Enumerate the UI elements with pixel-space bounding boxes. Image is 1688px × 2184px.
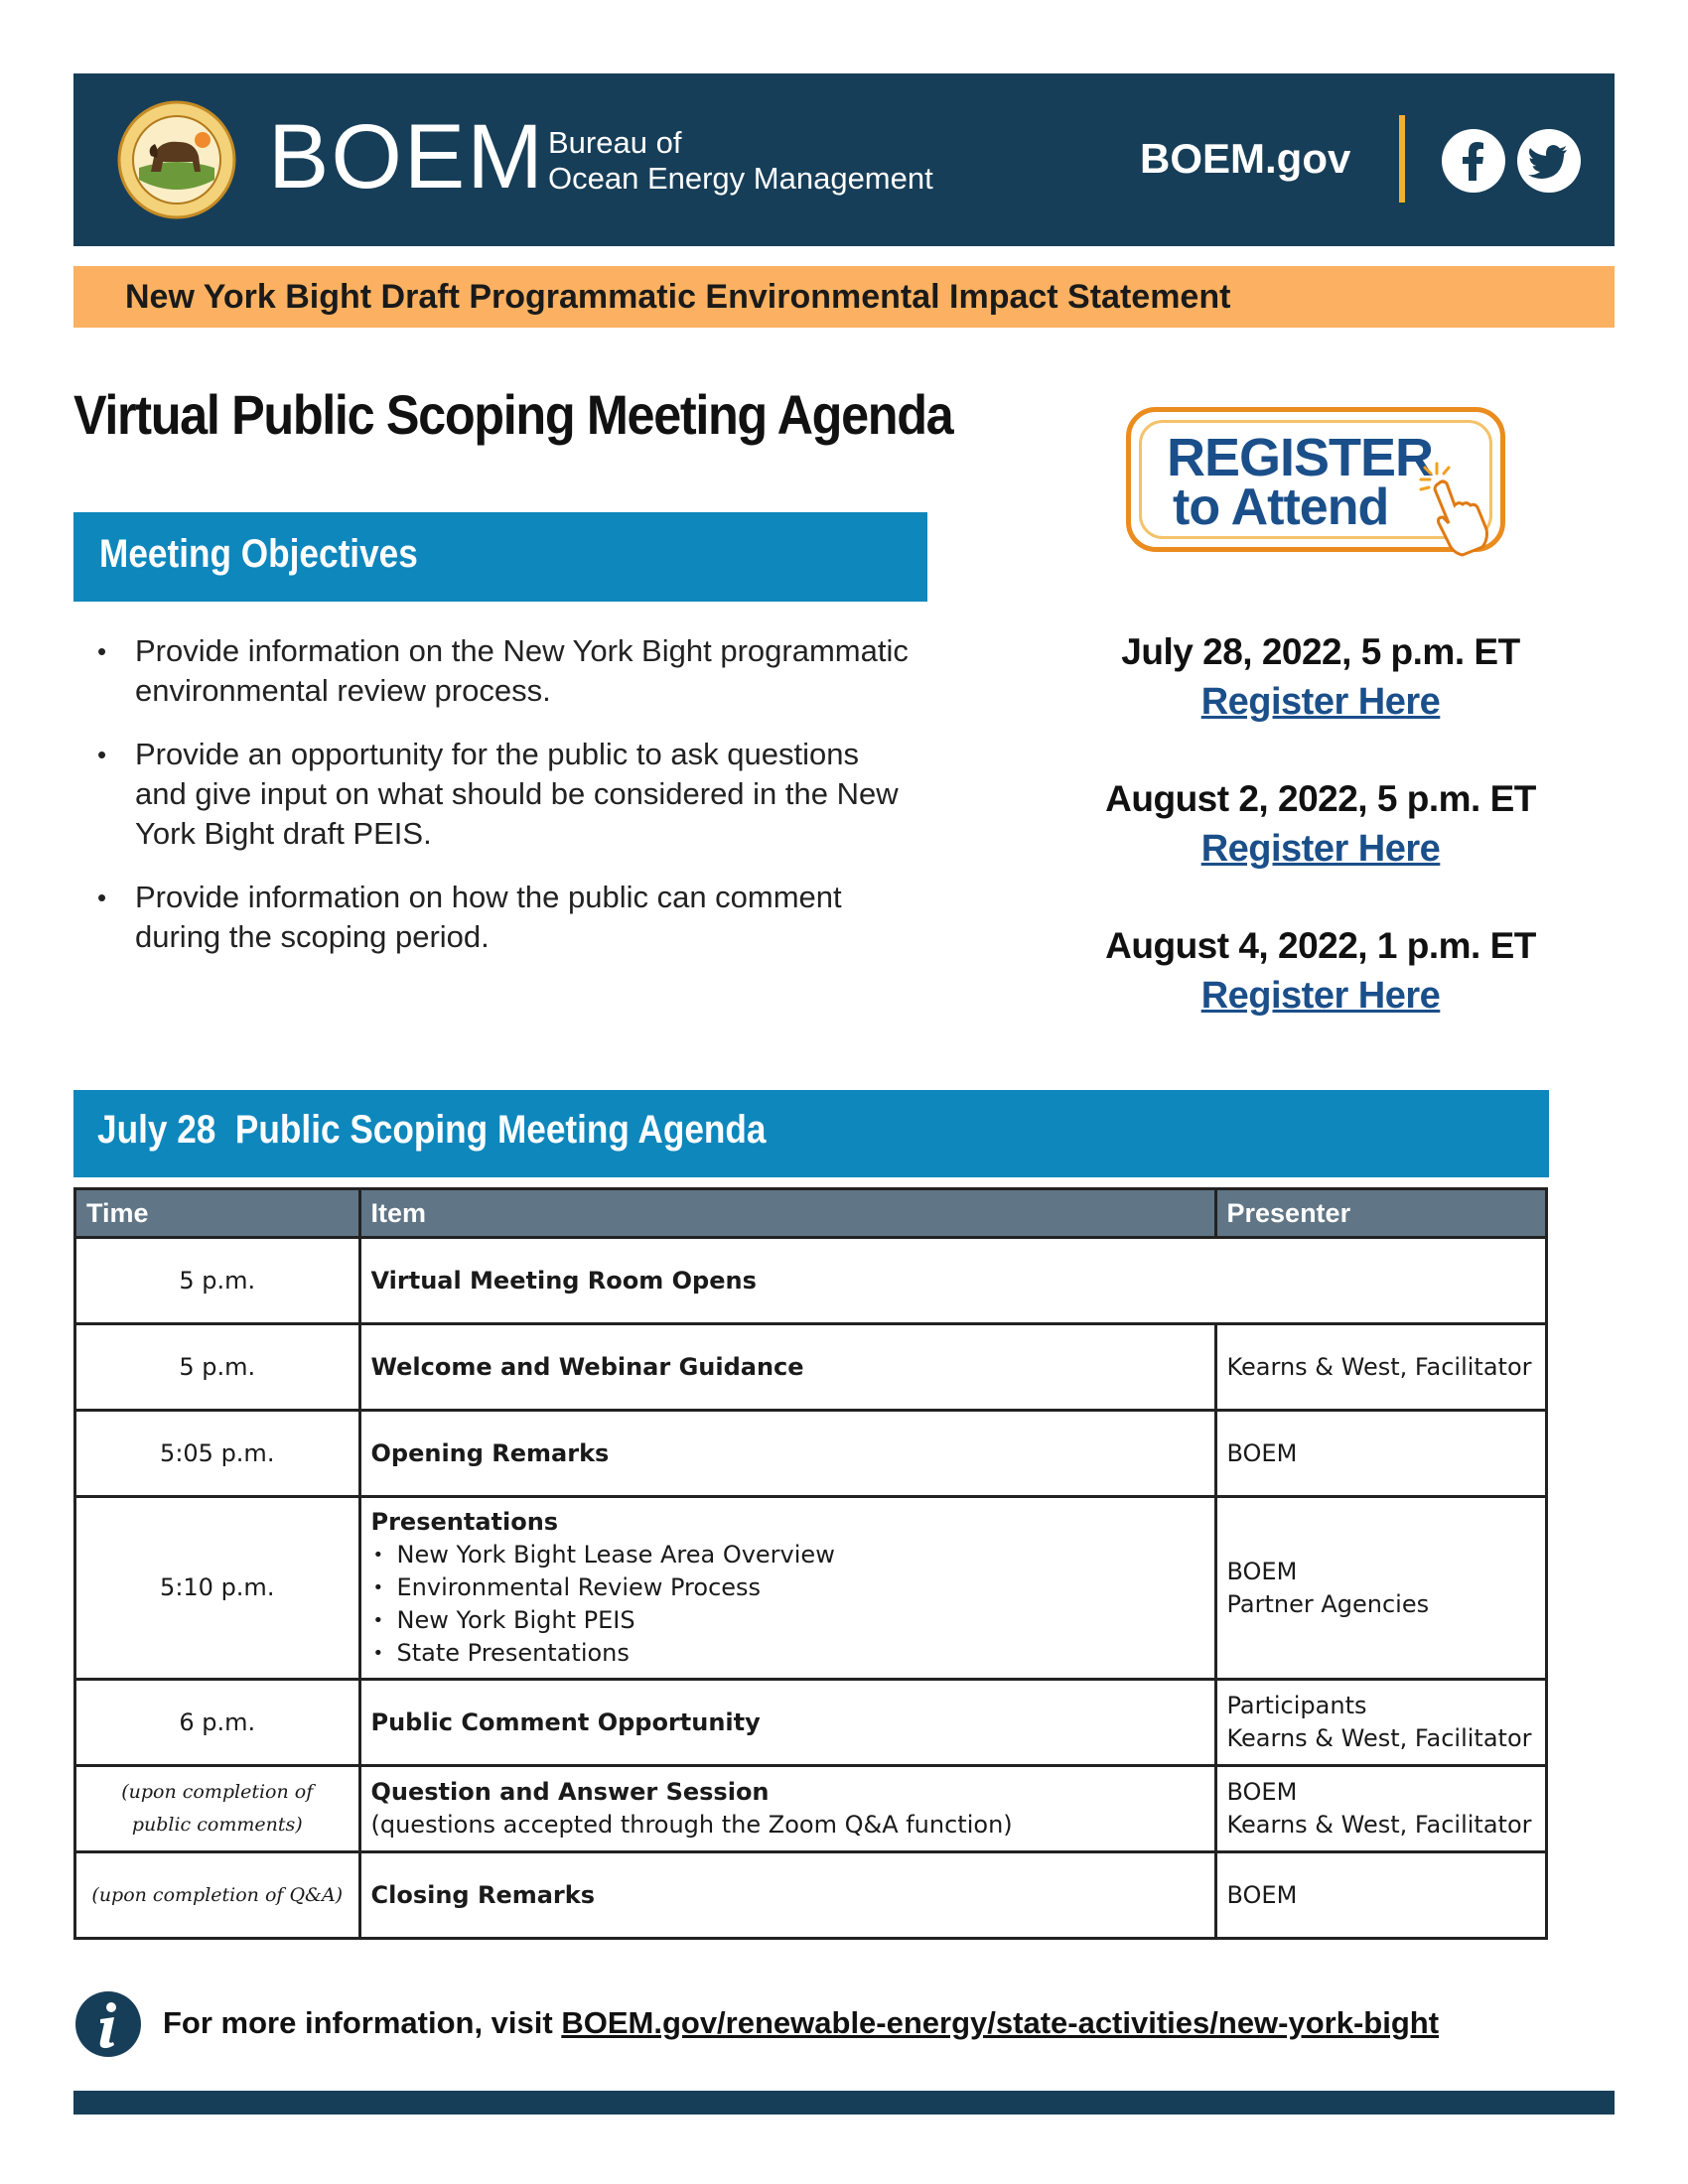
more-info-text: For more information, visit BOEM.gov/renewable-energy/state-activities/new-york-bight <box>163 2005 1440 2040</box>
objectives-heading: Meeting Objectives <box>73 512 927 602</box>
presenter-cell: Participants Kearns & West, Facilitator <box>1215 1680 1547 1766</box>
list-item: • State Presentations <box>371 1637 1204 1670</box>
register-here-link[interactable]: Register Here <box>1200 975 1441 1017</box>
banner-text: New York Bight Draft Programmatic Environmental Impact Statement <box>125 278 1231 316</box>
objective-item: • Provide an opportunity for the public to ask questions and give input on what should be considered in the New York Bight draft PEIS. <box>97 737 899 851</box>
session-2 <box>1082 778 1559 871</box>
register-to-attend-button[interactable] <box>1126 407 1505 552</box>
facebook-icon[interactable] <box>1442 129 1505 193</box>
objectives-list <box>95 631 910 981</box>
list-item: • New York Bight Lease Area Overview <box>371 1539 1204 1571</box>
register-here-link[interactable]: Register Here <box>1200 681 1441 723</box>
session-date: August 4, 2022, 1 p.m. ET <box>1105 925 1536 966</box>
session-date: August 2, 2022, 5 p.m. ET <box>1105 778 1536 819</box>
doi-seal-logo <box>117 100 236 219</box>
presenter-cell: BOEM <box>1215 1411 1547 1497</box>
session-date: July 28, 2022, 5 p.m. ET <box>1121 631 1520 672</box>
time-cell: (upon completion of public comments) <box>75 1766 360 1852</box>
footer-bar <box>73 2091 1615 2115</box>
time-cell: 5:05 p.m. <box>75 1411 360 1497</box>
time-cell: 5 p.m. <box>75 1238 360 1324</box>
objective-item: • Provide information on how the public can comment during the scoping period. <box>97 880 842 954</box>
objective-item: • Provide information on the New York Bight programmatic environmental review process. <box>97 633 909 708</box>
list-item: • New York Bight PEIS <box>371 1604 1204 1637</box>
presenter-cell: BOEM Partner Agencies <box>1215 1497 1547 1680</box>
table-row <box>75 1324 1547 1411</box>
column-header-item: Item <box>359 1189 1215 1238</box>
item-cell: Public Comment Opportunity <box>359 1680 1215 1766</box>
table-row <box>75 1238 1547 1324</box>
presentation-topics <box>371 1539 1204 1670</box>
register-here-link[interactable]: Register Here <box>1200 828 1441 870</box>
header-bar <box>73 73 1615 246</box>
item-cell: Presentations • New York Bight Lease Area Overview • Environmental Review Process • New York Bight PEIS • State Presentations <box>359 1497 1215 1680</box>
presenter-cell: BOEM Kearns & West, Facilitator <box>1215 1766 1547 1852</box>
header-divider <box>1399 115 1405 203</box>
table-row <box>75 1852 1547 1939</box>
table-row <box>75 1411 1547 1497</box>
twitter-icon[interactable] <box>1517 129 1581 193</box>
time-cell: 5:10 p.m. <box>75 1497 360 1680</box>
agenda-table <box>73 1187 1548 1940</box>
presenter-cell: BOEM <box>1215 1852 1547 1939</box>
table-row <box>75 1766 1547 1852</box>
column-header-presenter: Presenter <box>1215 1189 1547 1238</box>
item-cell: Question and Answer Session (questions accepted through the Zoom Q&A function) <box>359 1766 1215 1852</box>
boem-gov-link[interactable]: BOEM.gov <box>1140 135 1351 182</box>
item-cell: Closing Remarks <box>359 1852 1215 1939</box>
agenda-heading: July 28 Public Scoping Meeting Agenda <box>73 1090 1549 1177</box>
time-cell: 6 p.m. <box>75 1680 360 1766</box>
list-item: • Environmental Review Process <box>371 1571 1204 1604</box>
boem-logo-wordmark: BOEM <box>268 106 545 207</box>
table-row <box>75 1497 1547 1680</box>
new-york-bight-link[interactable]: BOEM.gov/renewable-energy/state-activities/new-york-bight <box>561 2005 1440 2040</box>
click-hand-icon <box>1415 458 1504 557</box>
time-cell: 5 p.m. <box>75 1324 360 1411</box>
item-cell: Welcome and Webinar Guidance <box>359 1324 1215 1411</box>
session-1 <box>1082 631 1559 724</box>
document-subtitle-banner <box>73 266 1615 328</box>
page-title: Virtual Public Scoping Meeting Agenda <box>73 383 953 446</box>
session-3 <box>1082 925 1559 1018</box>
column-header-time: Time <box>75 1189 360 1238</box>
info-icon <box>73 1989 143 2059</box>
presenter-cell: Kearns & West, Facilitator <box>1215 1324 1547 1411</box>
time-cell: (upon completion of Q&A) <box>75 1852 360 1939</box>
item-cell: Virtual Meeting Room Opens <box>359 1238 1547 1324</box>
agenda-header-row <box>75 1189 1547 1238</box>
register-sub-label: to Attend <box>1173 478 1389 536</box>
register-label: REGISTER <box>1167 428 1434 487</box>
table-row <box>75 1680 1547 1766</box>
item-cell: Opening Remarks <box>359 1411 1215 1497</box>
bureau-name: Bureau of Ocean Energy Management <box>548 125 933 196</box>
